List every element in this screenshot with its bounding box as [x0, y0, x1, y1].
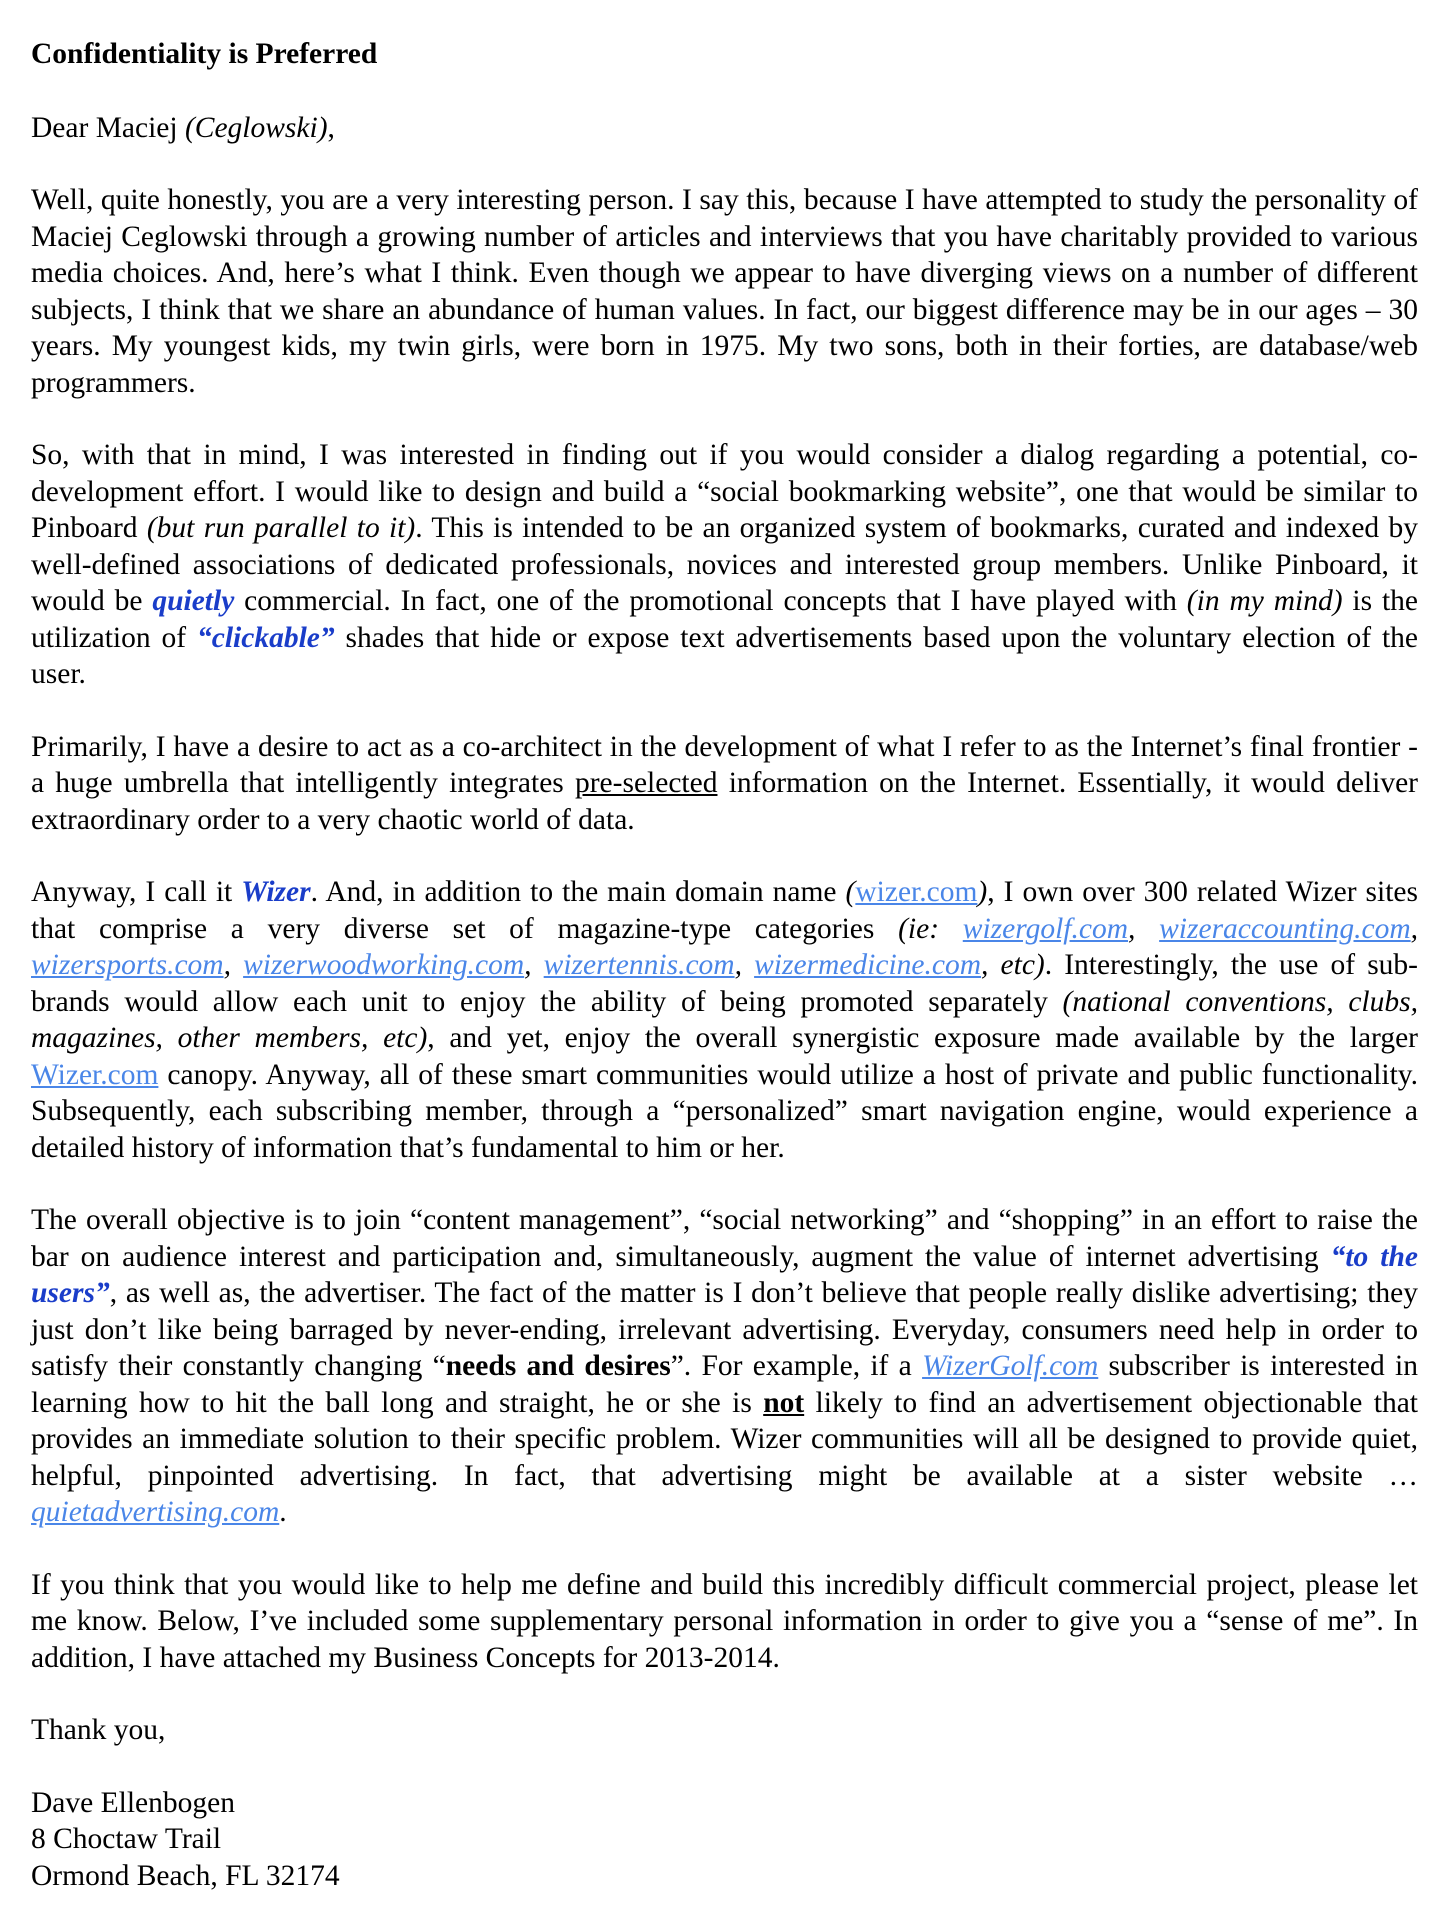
italic-run: ): [977, 876, 988, 908]
text-run: . Interestingly, the use of sub-brands would allow each unit to enjoy the ability of being promoted separately: [31, 949, 1418, 1018]
link-wizergolf[interactable]: wizergolf.com: [962, 912, 1129, 945]
salutation: [31, 110, 1418, 147]
text-run: subscriber is interested in learning how to hit the ball long and straight, he or she is: [31, 1350, 1418, 1419]
text-run: . This is intended to be an organized system of bookmarks, curated and indexed by well-defined associations of dedicated professionals, novices and interested group members. Unlike Pinboard, it would be: [31, 512, 1418, 617]
text-run: information on the Internet. Essentially, it would deliver extraordinary order to a very chaotic world of data.: [31, 767, 1418, 836]
paragraph-intro: Well, quite honestly, you are a very interesting person. I say this, because I have attempted to study the personality of Maciej Ceglowski through a growing number of articles and interviews that you have charitably provided to various media choices. And, here’s what I think. Even though we appear to have diverging views on a number of different subjects, I think that we share an abundance of human values. In fact, our biggest difference may be in our ages – 30 years. My youngest kids, my twin girls, were born in 1975. My two sons, both in their forties, are database/web programmers.: [31, 184, 1418, 399]
italic-run: (but run parallel to it): [146, 512, 416, 544]
salutation-name: (Ceglowski): [184, 111, 328, 144]
italic-run: (: [845, 876, 856, 908]
italic-run: (in my mind): [1186, 585, 1343, 617]
signature-street: 8 Choctaw Trail: [31, 1823, 222, 1855]
text-run: is the utilization of: [31, 585, 1419, 654]
link-wizeraccounting[interactable]: wizeraccounting.com: [1159, 912, 1411, 945]
text-run: So, with that in mind, I was interested in finding out if you would consider a dialog regarding a potential, co-development effort. I would like to design and build a “social bookmarking website”, one that would be similar to Pinboard: [31, 439, 1418, 544]
paragraph-wizer: [31, 874, 1418, 1166]
link-wizertennis[interactable]: wizertennis.com: [543, 949, 735, 981]
italic-run: (ie:: [898, 912, 963, 945]
bold-needs-and-desires: needs and desires: [445, 1350, 671, 1382]
separator: ,: [223, 949, 244, 981]
text-run: likely to find an advertisement objectionable that provides an immediate solution to their specific problem. Wizer communities will all be designed to provide quiet, helpful, pinpointed advertising. In fact, that advertising might be available at a sister website …: [31, 1386, 1418, 1492]
salutation-comma: ,: [327, 111, 335, 144]
separator: ,: [1128, 912, 1160, 945]
link-wizersports[interactable]: wizersports.com: [31, 949, 224, 981]
link-wizerwoodworking[interactable]: wizerwoodworking.com: [243, 949, 525, 981]
link-quietadvertising[interactable]: quietadvertising.com: [31, 1496, 280, 1528]
link-wizer-canopy[interactable]: Wizer.com: [31, 1058, 159, 1091]
text-run: ”. For example, if a: [670, 1350, 923, 1382]
separator: ,: [524, 949, 544, 981]
letter-heading: Confidentiality is Preferred: [31, 38, 378, 70]
text-run: , and yet, enjoy the overall synergistic exposure made available by the larger: [427, 1022, 1418, 1054]
bold-underlined-not: not: [763, 1386, 805, 1419]
closing: Thank you,: [31, 1714, 166, 1746]
text-run: , I own over 300 related Wizer sites that comprise a very diverse set of magazine-type categories: [31, 876, 1418, 945]
signature-name: Dave Ellenbogen: [31, 1786, 235, 1819]
emphasis-to-the-users: “to the users”: [31, 1240, 1418, 1309]
emphasis-wizer: Wizer: [241, 876, 311, 908]
link-wizergolf-subscriber[interactable]: WizerGolf.com: [922, 1350, 1099, 1382]
italic-run: (national conventions, clubs, magazines, other members, etc): [31, 985, 1418, 1054]
separator: ,: [1410, 912, 1419, 945]
text-run: shades that hide or expose text advertisements based upon the voluntary election of the user.: [31, 621, 1418, 690]
link-wizer-com[interactable]: wizer.com: [855, 876, 978, 908]
paragraph-objective: [31, 1202, 1418, 1531]
text-run: commercial. In fact, one of the promotional concepts that I have played with: [234, 585, 1187, 617]
paragraph-vision: [31, 729, 1418, 839]
text-run: Anyway, I call it: [31, 876, 242, 908]
text-run: , as well as, the advertiser. The fact of the matter is I don’t believe that people really dislike advertising; they just don’t like being barraged by never-ending, irrelevant advertising. Everyday, consumers need help in order to satisfy their constantly changing “: [31, 1277, 1418, 1382]
paragraph-request: If you think that you would like to help me define and build this incredibly difficult commercial project, please let me know. Below, I’ve included some supplementary personal information in order to give you a “sense of me”. In addition, I have attached my Business Concepts for 2013-2014.: [31, 1568, 1418, 1674]
text-run: The overall objective is to join “content management”, “social networking” and “shopping” in an effort to raise the bar on audience interest and participation and, simultaneously, augment the value of internet advertising: [31, 1204, 1418, 1273]
text-run: Primarily, I have a desire to act as a co-architect in the development of what I refer to as the Internet’s final frontier - a huge umbrella that intelligently integrates: [31, 730, 1418, 799]
emphasis-quietly: quietly: [152, 585, 235, 617]
underlined-run: pre-selected: [574, 767, 718, 799]
italic-run: , etc): [981, 949, 1045, 981]
paragraph-proposal: [31, 437, 1418, 693]
signature-block: [31, 1785, 1418, 1895]
text-run: canopy. Anyway, all of these smart communities would utilize a host of private and public functionality. Subsequently, each subscribing member, through a “personalized” smart navigation engine, would experience a detailed history of information that’s fundamental to him or her.: [31, 1058, 1418, 1164]
text-run: . And, in addition to the main domain name: [310, 876, 846, 908]
signature-city: Ormond Beach, FL 32174: [31, 1859, 340, 1892]
link-wizermedicine[interactable]: wizermedicine.com: [754, 949, 982, 981]
separator: ,: [734, 949, 755, 981]
salutation-text: Dear Maciej: [31, 111, 185, 144]
text-run: .: [279, 1496, 287, 1528]
emphasis-clickable: “clickable”: [197, 621, 335, 654]
